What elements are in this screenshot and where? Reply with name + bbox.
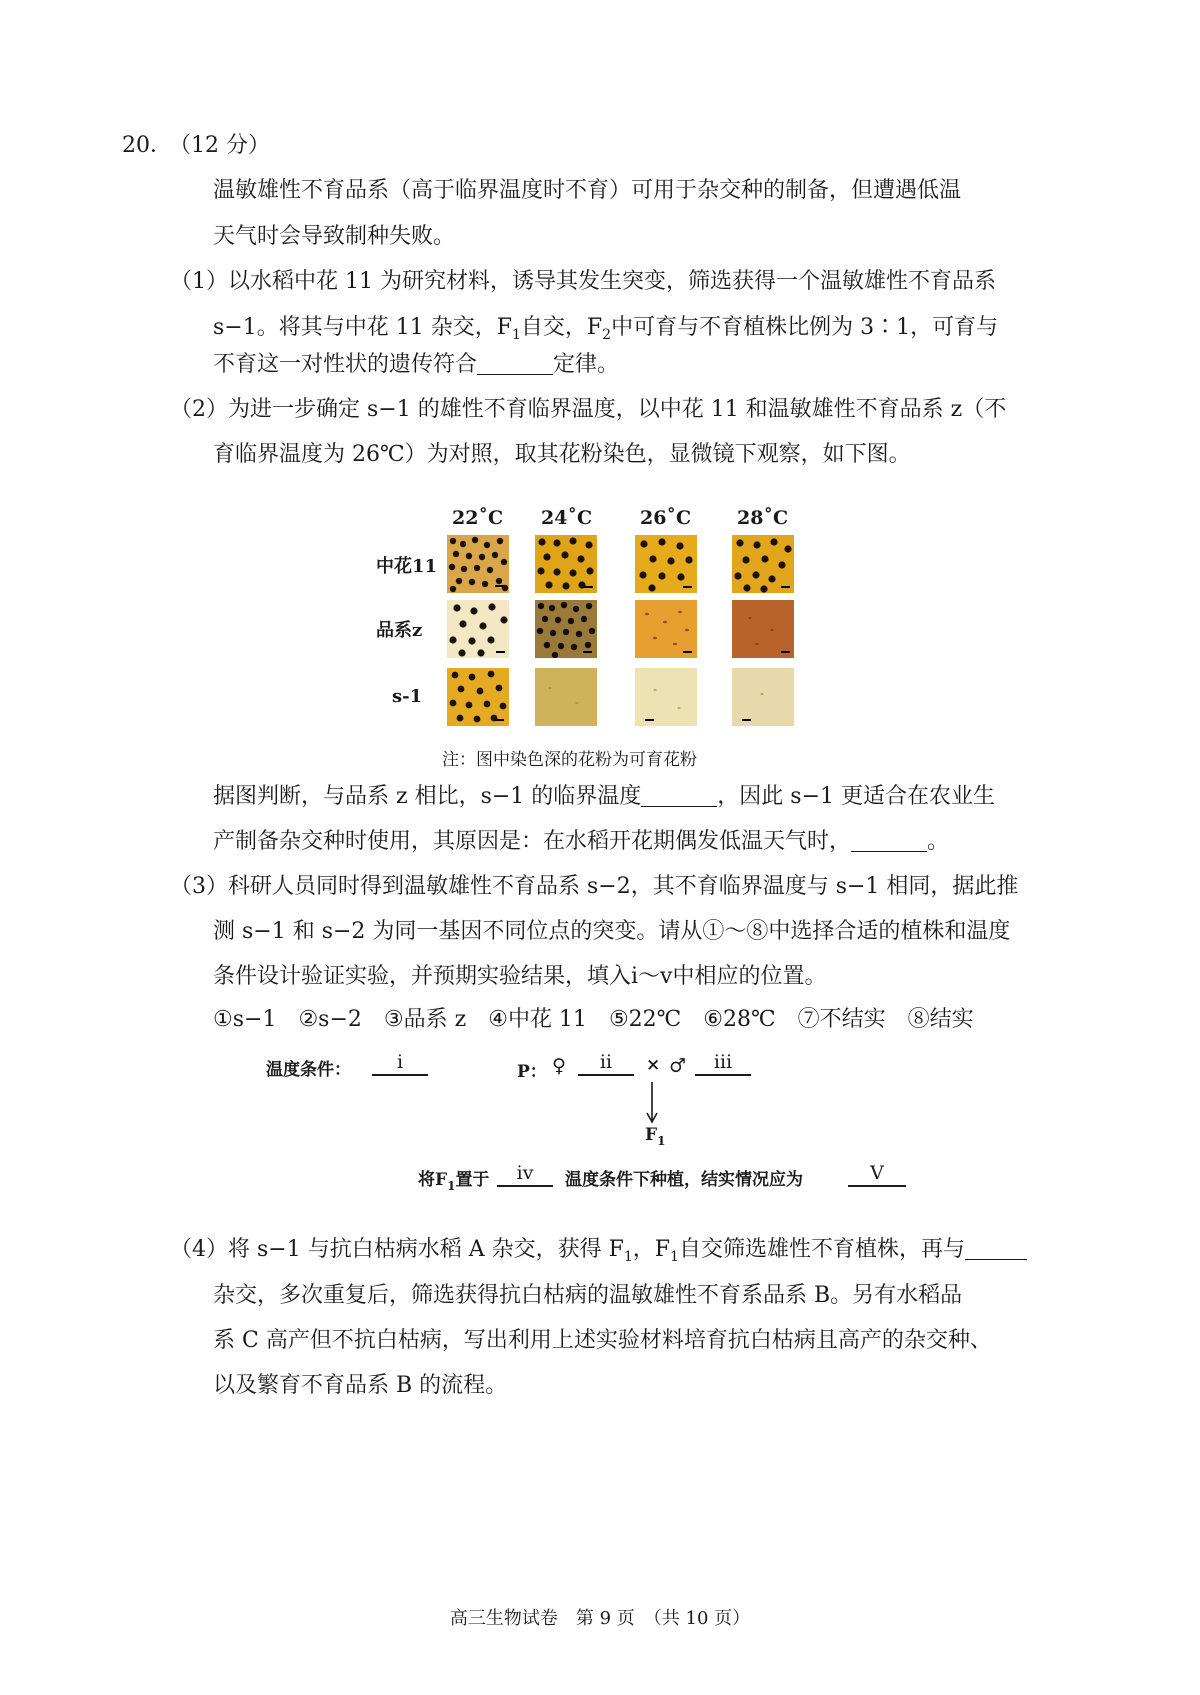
intro-line-2: 天气时会导致制种失败。	[213, 224, 456, 249]
micrograph-z-26c	[635, 600, 697, 658]
part2-line-1: （2）为进一步确定 s−1 的雄性不育临界温度，以中花 11 和温敏雄性不育品系 z（不	[170, 397, 1007, 422]
option-5: ⑤22℃	[608, 1007, 682, 1032]
part4-line-2: 杂交，多次重复后，筛选获得抗白枯病的温敏雄性不育系品系 B。另有水稻品	[213, 1283, 963, 1308]
question-number: 20．	[122, 133, 172, 158]
part3-line-3: 条件设计验证实验，并预期实验结果，填入ⅰ～ⅴ中相应的位置。	[213, 964, 827, 989]
row-label-line-z: 品系z	[376, 620, 423, 641]
answer-blank-backcross[interactable]	[965, 1237, 1027, 1260]
part4-line-1: （4）将 s−1 与抗白枯病水稻 A 杂交，获得 $F_1$，$F_1$自交筛选雄性不育植株，再与	[170, 1235, 1027, 1272]
question-points: （12 分）	[180, 133, 270, 158]
question-header	[122, 131, 270, 161]
part3-line-1: （3）科研人员同时得到温敏雄性不育品系 s−2，其不育临界温度与 s−1 相同，据此推	[170, 874, 1019, 899]
blank-i[interactable]: ⅰ	[372, 1052, 428, 1076]
part1-line-2: s−1。将其与中花 11 杂交，$F_1$自交，$F_2$中可育与不育植株比例为 3∶1，可育与	[213, 315, 999, 343]
option-6: ⑥28℃	[703, 1007, 776, 1032]
blank-iii[interactable]: ⅲ	[695, 1052, 751, 1076]
row-label-zhonghua11: 中花11	[376, 556, 438, 577]
intro-line-1: 温敏雄性不育品系（高于临界温度时不育）可用于杂交种的制备，但遭遇低温	[213, 178, 962, 203]
option-4: ④中花 11	[488, 1007, 587, 1032]
answer-blank-critical-temp[interactable]	[641, 784, 717, 807]
col-label-22: 22˚C	[452, 507, 504, 529]
option-2: ②s−2	[298, 1007, 362, 1032]
micrograph-z-22c	[447, 600, 509, 658]
male-symbol: ♂	[669, 1055, 687, 1077]
blank-ii[interactable]: ⅱ	[578, 1052, 634, 1076]
planting-condition-text: 温度条件下种植，结实情况应为	[565, 1170, 803, 1190]
part4-line-4: 以及繁育不育品系 B 的流程。	[213, 1373, 508, 1398]
part4-line-3: 系 C 高产但不抗白枯病，写出利用上述实验材料培育抗白枯病且高产的杂交种、	[213, 1328, 992, 1353]
f1-label: $F_1$	[645, 1125, 666, 1148]
blank-v[interactable]: Ⅴ	[848, 1163, 906, 1187]
figure-note: 注：图中染色深的花粉为可育花粉	[442, 750, 697, 770]
part1-line-1: （1）以水稻中花 11 为研究材料，诱导其发生突变，筛选获得一个温敏雄性不育品系	[170, 269, 996, 294]
temp-condition-label: 温度条件：	[266, 1060, 351, 1080]
part2-line-2: 育临界温度为 26℃）为对照，取其花粉染色，显微镜下观察，如下图。	[213, 442, 911, 467]
part2b-line-2: 产制备杂交种时使用，其原因是：在水稻开花期偶发低温天气时， 。	[213, 829, 950, 854]
f1-placement-text: 将$F_1$置于	[418, 1170, 490, 1193]
col-label-28: 28˚C	[737, 507, 789, 529]
row-label-s1: s-1	[392, 686, 423, 707]
blank-iv[interactable]: ⅳ	[497, 1163, 553, 1187]
option-3: ③品系 z	[383, 1007, 467, 1032]
cross-symbol: ×	[646, 1055, 661, 1075]
col-label-26: 26˚C	[640, 507, 692, 529]
parent-label: P：	[517, 1062, 547, 1082]
option-7: ⑦不结实	[797, 1007, 886, 1032]
micrograph-zh11-24c	[535, 535, 597, 593]
micrograph-z-28c	[732, 600, 794, 658]
micrograph-z-24c	[535, 600, 597, 658]
option-8: ⑧结实	[907, 1007, 974, 1032]
page-footer: 高三生物试卷 第 9 页 （共 10 页）	[449, 1608, 751, 1629]
micrograph-s1-24c	[535, 668, 597, 726]
micrograph-s1-26c	[635, 668, 697, 726]
option-1: ①s−1	[213, 1007, 277, 1032]
part3-options	[213, 1005, 974, 1035]
micrograph-s1-28c	[732, 668, 794, 726]
down-arrow-icon	[644, 1082, 660, 1124]
part2b-line-1: 据图判断，与品系 z 相比，s−1 的临界温度 ，因此 s−1 更适合在农业生	[213, 784, 996, 809]
micrograph-zh11-26c	[635, 535, 697, 593]
part1-line-3: 不育这一对性状的遗传符合 定律。	[213, 352, 620, 377]
col-label-24: 24˚C	[541, 507, 593, 529]
answer-blank-law[interactable]	[477, 352, 553, 375]
micrograph-s1-22c	[447, 668, 509, 726]
micrograph-zh11-28c	[732, 535, 794, 593]
answer-blank-reason[interactable]	[851, 829, 927, 852]
micrograph-zh11-22c	[447, 535, 509, 593]
part3-line-2: 测 s−1 和 s−2 为同一基因不同位点的突变。请从①～⑧中选择合适的植株和温度	[213, 919, 1011, 944]
female-symbol: ♀	[552, 1055, 566, 1077]
